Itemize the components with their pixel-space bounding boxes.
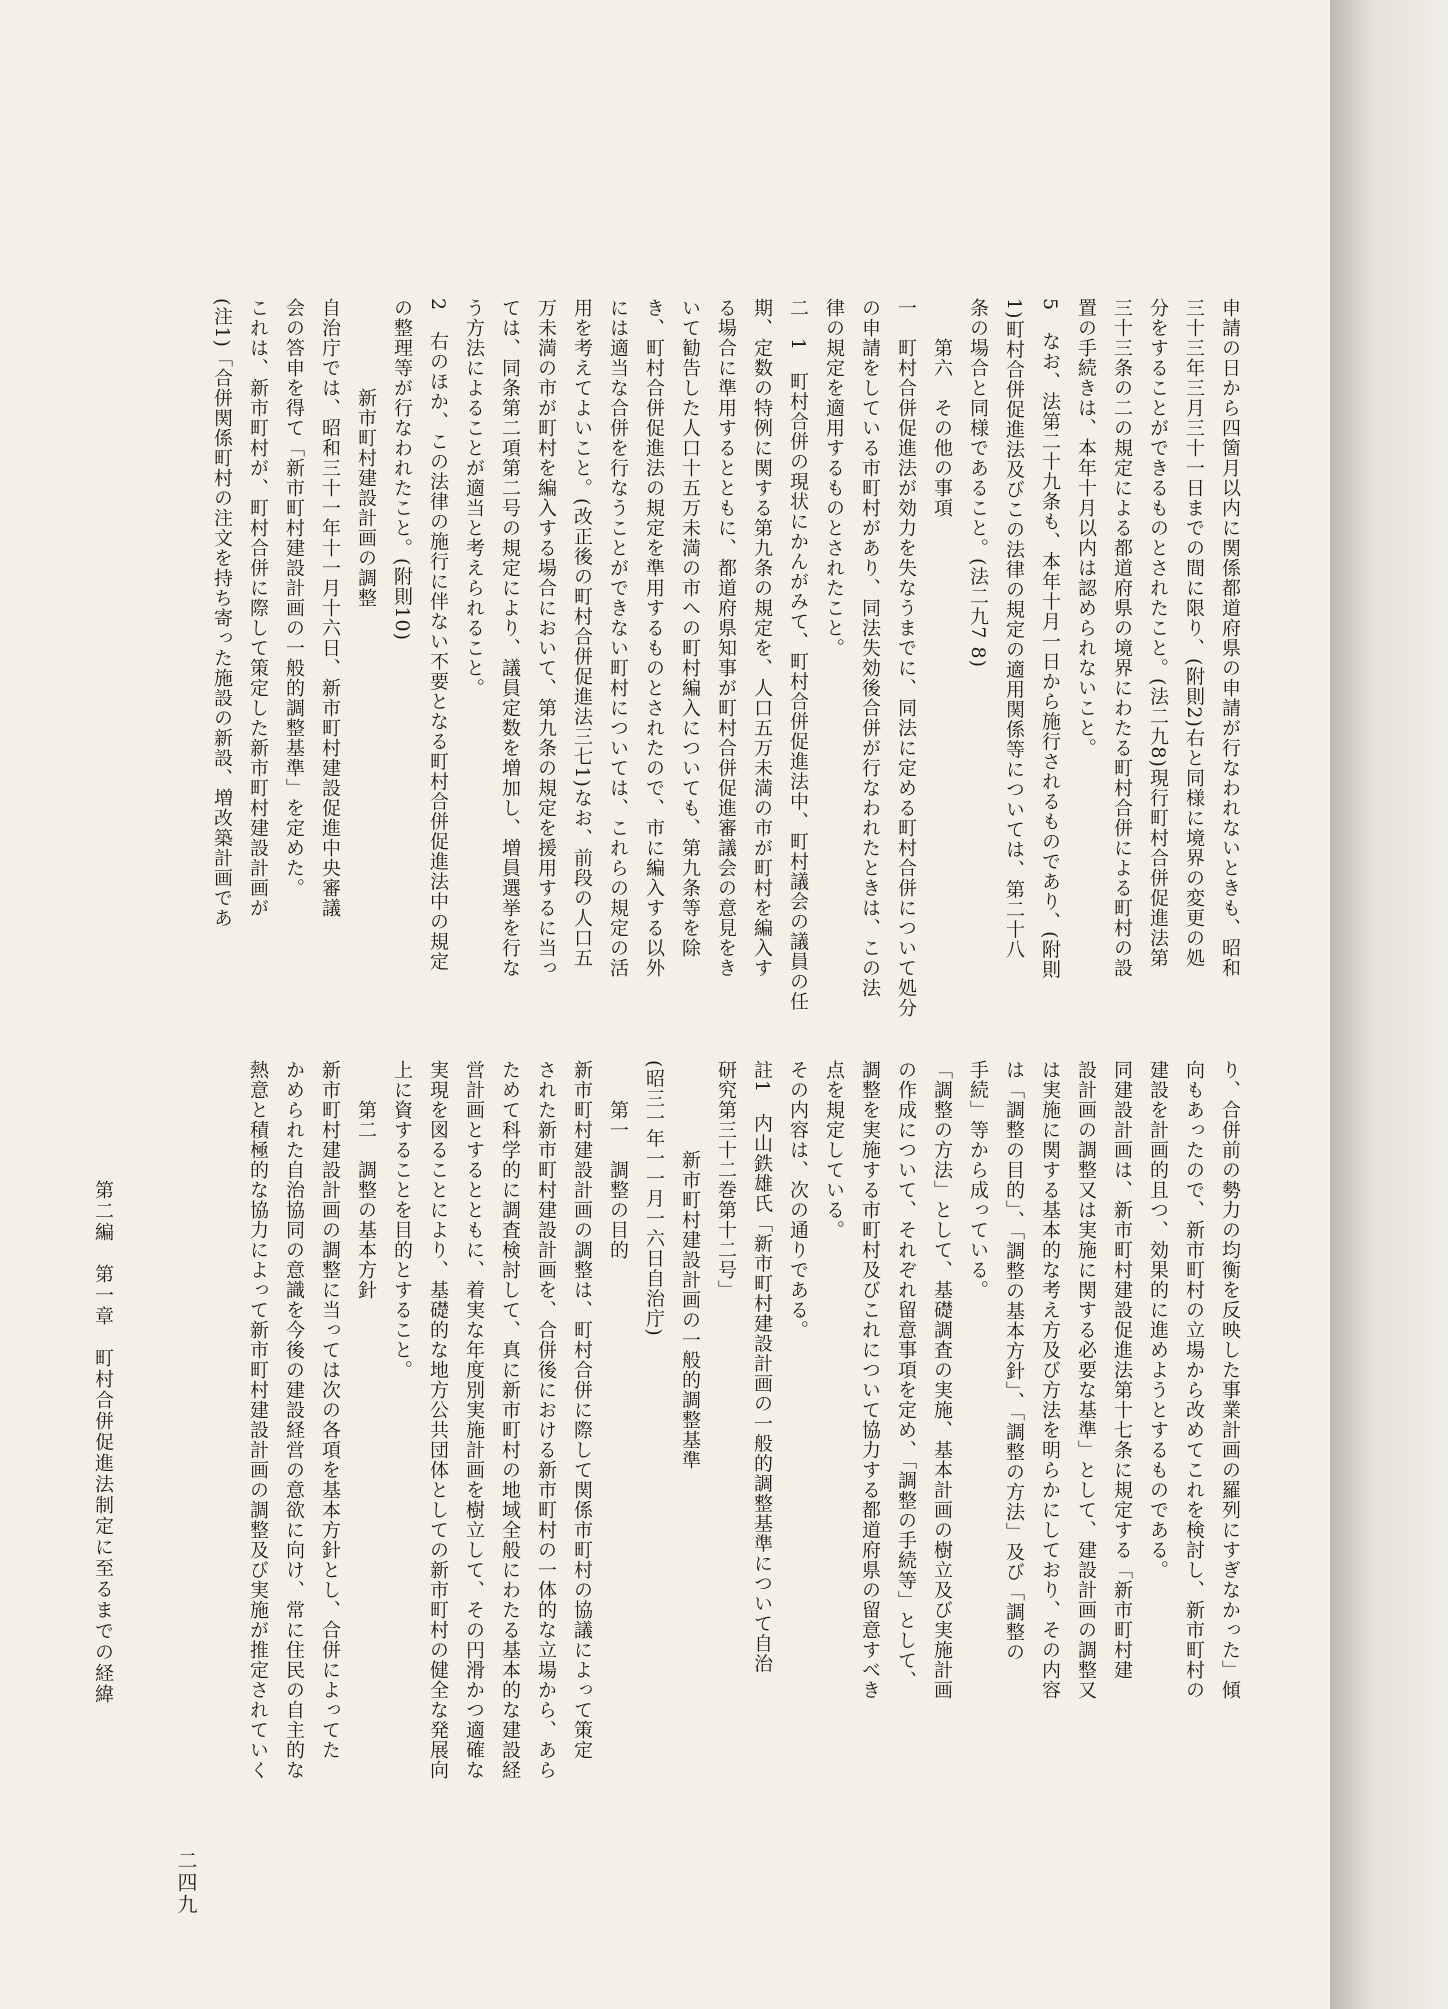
text-line: の申請をしている市町村があり、同法失効後合併が行なわれたときは、この法: [859, 298, 881, 998]
binding-gutter: [1330, 0, 1448, 2009]
text-line: り、合併前の勢力の均衡を反映した事業計画の羅列にすぎなかった」傾: [1219, 1060, 1241, 1700]
text-line: これは、新市町村が、町村合併に際して策定した新市町村建設計画が: [247, 298, 269, 918]
text-line: 熱意と積極的な協力によって新市町村建設計画の調整及び実施が推定されていく: [247, 1060, 269, 1780]
upper-text-block: [108, 298, 1248, 1096]
text-line: 三十三条の二の規定による都道府県の境界にわたる町村合併による町村の設: [1111, 298, 1133, 978]
text-line: は実施に関する基本的な考え方及び方法を明らかにしており、その内容: [1039, 1060, 1061, 1700]
text-line: いて勧告した人口十五万未満の市への町村編入についても、第九条等を除: [679, 298, 701, 958]
text-line: 註1 内山鉄雄氏「新市町村建設計画の一般的調整基準について自治: [751, 1060, 773, 1674]
text-line: ためて科学的に調査検討して、真に新市町村の地域全般にわたる基本的な建設経: [499, 1060, 521, 1780]
text-line: 新市町村建設計画の調整は、町村合併に際して関係市町村の協議によって策定: [571, 1060, 593, 1760]
text-line: 申請の日から四箇月以内に関係都道府県の申請が行なわれないときも、昭和: [1219, 298, 1241, 978]
text-line: の整理等が行なわれたこと。(附則10): [391, 298, 413, 642]
text-line: 万未満の市が町村を編入する場合において、第九条の規定を援用するに当っ: [535, 298, 557, 978]
text-line: 実現を図ることにより、基礎的な地方公共団体としての新市町村の健全な発展向: [427, 1060, 449, 1780]
text-line: 手続」等から成っている。: [967, 1060, 989, 1300]
text-line: 調整を実施する市町村及びこれについて協力する都道府県の留意すべき: [859, 1060, 881, 1700]
text-line: は「調整の目的」、「調整の基本方針」、「調整の方法」及び「調整の: [1003, 1060, 1025, 1662]
section-heading: 新市町村建設計画の一般的調整基準: [679, 1150, 701, 1470]
chapter-footer: 第二編 第一章 町村合併促進法制定に至るまでの経緯: [92, 1180, 114, 1705]
text-line: かめられた自治協同の意識を今後の建設経営の意欲に向け、常に住民の自主的な: [283, 1060, 305, 1780]
text-line: 期、定数の特例に関する第九条の規定を、人口五万未満の市が町村を編入す: [751, 298, 773, 978]
text-line: 置の手続きは、本年十月以内は認められないこと。: [1075, 298, 1097, 758]
text-line: 二 1 町村合併の現状にかんがみて、町村合併促進法中、町村議会の議員の任: [787, 298, 809, 1012]
text-line: る場合に準用するとともに、都道府県知事が町村合併促進審議会の意見をき: [715, 298, 737, 978]
text-line: の作成について、それぞれ留意事項を定め、「調整の手続等」として、: [895, 1060, 917, 1691]
text-line: その内容は、次の通りである。: [787, 1060, 809, 1340]
text-line: ては、同条第二項第二号の規定により、議員定数を増加し、増員選挙を行な: [499, 298, 521, 978]
subheading: 第六 その他の事項: [931, 338, 953, 518]
text-line: 条の場合と同様であること。(法二九7 8): [967, 298, 989, 669]
text-line: 研究第三十二巻第十二号」: [715, 1060, 737, 1300]
text-line: 用を考えてよいこと。(改正後の町村合併促進法三七1)なお、前段の人口五: [571, 298, 593, 968]
text-line: う方法によることが適当と考えられること。: [463, 298, 485, 698]
text-line: 一 町村合併促進法が効力を失なうまでに、同法に定める町村合併について処分: [895, 298, 917, 1018]
text-line: 新市町村建設計画の調整に当っては次の各項を基本方針とし、合併によってた: [319, 1060, 341, 1760]
page-number: 二四九: [174, 1850, 198, 1916]
text-line: 設計画の調整又は実施に関する必要な基準」として、建設計画の調整又: [1075, 1060, 1097, 1700]
lower-text-block: [108, 1060, 1248, 1920]
text-line: 5 なお、法第二十九条も、本年十月一日から施行されるものであり、(附則: [1039, 298, 1061, 980]
subheading: 第一 調整の目的: [607, 1100, 629, 1260]
text-line: 三十三年三月三十一日までの間に限り、(附則2)右と同様に境界の変更の処: [1183, 298, 1205, 968]
text-line: 1)町村合併促進法及びこの法律の規定の適用関係等については、第二十八: [1003, 298, 1025, 960]
text-line: 営計画とするとともに、着実な年度別実施計画を樹立して、その円滑かつ適確な: [463, 1060, 485, 1780]
text-line: (注1)「合併関係町村の注文を持ち寄った施設の新設、増改築計画であ: [211, 298, 233, 928]
text-line: (昭三一年一一月一六日自治庁): [643, 1060, 665, 1337]
text-line: 自治庁では、昭和三十一年十一月十六日、新市町村建設促進中央審議: [319, 298, 341, 918]
text-line: き、町村合併促進法の規定を準用するものとされたので、市に編入する以外: [643, 298, 665, 978]
subheading: 第二 調整の基本方針: [355, 1100, 377, 1300]
text-line: 上に資することを目的とすること。: [391, 1060, 413, 1380]
text-line: には適当な合併を行なうことができない町村については、これらの規定の活: [607, 298, 629, 978]
text-line: 2 右のほか、この法律の施行に伴ない不要となる町村合併促進法中の規定: [427, 298, 449, 972]
text-line: 「調整の方法」として、基礎調査の実施、基本計画の樹立及び実施計画: [931, 1060, 953, 1700]
text-line: 向もあったので、新市町村の立場から改めてこれを検討し、新市町村の: [1183, 1060, 1205, 1700]
text-line: 建設を計画的且つ、効果的に進めようとするものである。: [1147, 1060, 1169, 1580]
text-line: 同建設計画は、新市町村建設促進法第十七条に規定する「新市町村建: [1111, 1060, 1133, 1680]
text-line: 点を規定している。: [823, 1060, 845, 1240]
section-heading: 新市町村建設計画の調整: [355, 388, 377, 608]
text-line: 会の答申を得て「新市町村建設計画の一般的調整基準」を定めた。: [283, 298, 305, 898]
text-line: された新市町村建設計画を、合併後における新市町村の一体的な立場から、あら: [535, 1060, 557, 1780]
text-line: 律の規定を適用するものとされたこと。: [823, 298, 845, 658]
text-line: 分をすることができるものとされたこと。(法二九8)現行町村合併促進法第: [1147, 298, 1169, 968]
